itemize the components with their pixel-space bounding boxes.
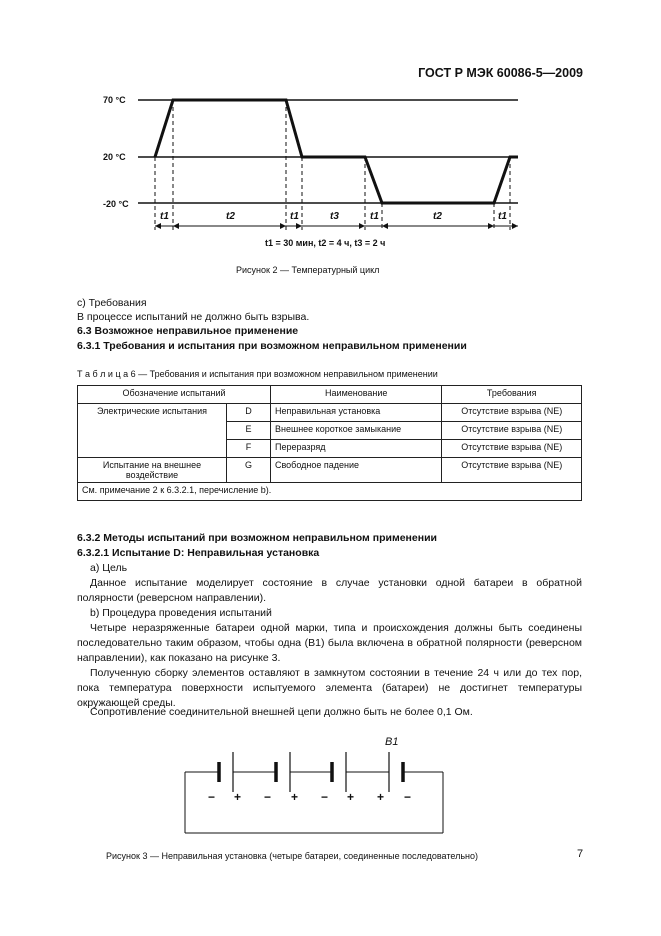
polarity-sign: + (291, 790, 299, 804)
segment-t1: t1 (290, 211, 299, 222)
table-note: См. примечание 2 к 6.3.2.1, перечисление b). (78, 483, 582, 501)
table-cell: Отсутствие взрыва (NE) (442, 440, 582, 458)
purpose-body: Данное испытание моделирует состояние в случае установки одной батареи в обратной полярности (реверсном направлении). (77, 577, 582, 604)
temp-label-70: 70 °C (103, 95, 126, 105)
temp-label-minus20: -20 °C (103, 199, 129, 209)
time-legend: t1 = 30 мин, t2 = 4 ч, t3 = 2 ч (265, 238, 386, 248)
polarity-sign: + (347, 790, 355, 804)
purpose-label: a) Цель (90, 562, 128, 574)
polarity-sign: − (321, 790, 329, 804)
section-6-3: 6.3 Возможное неправильное применение (77, 325, 299, 337)
table-group-cell: Электрические испытания (78, 404, 227, 458)
figure3-caption: Рисунок 3 — Неправильная установка (четыре батареи, соединенные последовательно) (106, 851, 478, 861)
segment-t1: t1 (160, 211, 169, 222)
figure2-caption: Рисунок 2 — Температурный цикл (236, 265, 380, 275)
polarity-sign: − (264, 790, 272, 804)
table-group-cell: Испытание на внешнее воздействие (78, 458, 227, 483)
segment-t2: t2 (226, 211, 235, 222)
page-number: 7 (577, 848, 584, 860)
battery-1 (219, 752, 233, 792)
table-cell: Отсутствие взрыва (NE) (442, 404, 582, 422)
battery-b1-label: B1 (385, 736, 399, 748)
table-row (78, 458, 582, 483)
table-cell: E (227, 422, 271, 440)
table6-caption: Т а б л и ц а 6 — Требования и испытания при возможном неправильном применении (77, 369, 438, 379)
section-6-3-2-1: 6.3.2.1 Испытание D: Неправильная установка (77, 547, 320, 559)
procedure-body-2: Полученную сборку элементов оставляют в замкнутом состоянии в течение 24 ч или до тех пор, пока температура поверхности испытуемого элемента (батареи) не достигнет температуры окружающей среды. (77, 667, 582, 709)
table-cell: Переразряд (271, 440, 442, 458)
table-note-row (78, 483, 582, 501)
table-cell: Внешнее короткое замыкание (271, 422, 442, 440)
battery-circuit-figure (0, 725, 661, 840)
table-header: Наименование (271, 386, 442, 404)
table-cell: Свободное падение (271, 458, 442, 483)
table-cell: Неправильная установка (271, 404, 442, 422)
polarity-sign: + (234, 790, 242, 804)
segment-t2: t2 (433, 211, 442, 222)
procedure-label: b) Процедура проведения испытаний (90, 607, 272, 619)
table-header: Требования (442, 386, 582, 404)
polarity-sign: − (208, 790, 216, 804)
table-cell: D (227, 404, 271, 422)
temperature-profile (155, 100, 518, 203)
table-header-row (78, 386, 582, 404)
segment-t1: t1 (498, 211, 507, 222)
table-cell: F (227, 440, 271, 458)
section-6-3-2: 6.3.2 Методы испытаний при возможном неправильном применении (77, 532, 437, 544)
requirements-label: c) Требования (77, 297, 147, 309)
polarity-sign: − (404, 790, 412, 804)
temp-label-20: 20 °C (103, 152, 126, 162)
table-6 (77, 385, 582, 501)
procedure-body-1: Четыре неразряженные батареи одной марки, типа и происхождения должны быть соединены последовательно таким образом, чтобы одна (В1) была включена в обратной полярности (реверсном направлении), как показано на рисунке 3. (77, 622, 582, 664)
polarity-sign: + (377, 790, 385, 804)
table-cell: G (227, 458, 271, 483)
standard-header: ГОСТ Р МЭК 60086-5—2009 (418, 66, 583, 80)
table-cell: Отсутствие взрыва (NE) (442, 422, 582, 440)
table-row (78, 404, 582, 422)
segment-t3: t3 (330, 211, 339, 222)
battery-3 (332, 752, 346, 792)
battery-b1-reversed (389, 752, 403, 792)
table-header: Обозначение испытаний (78, 386, 271, 404)
segment-t1: t1 (370, 211, 379, 222)
table-cell: Отсутствие взрыва (NE) (442, 458, 582, 483)
battery-2 (276, 752, 290, 792)
temperature-cycle-figure (0, 0, 661, 260)
requirements-body: В процессе испытаний не должно быть взрыва. (77, 311, 310, 323)
procedure-body-3: Сопротивление соединительной внешней цепи должно быть не более 0,1 Ом. (90, 706, 473, 718)
section-6-3-1: 6.3.1 Требования и испытания при возможном неправильном применении (77, 340, 467, 352)
